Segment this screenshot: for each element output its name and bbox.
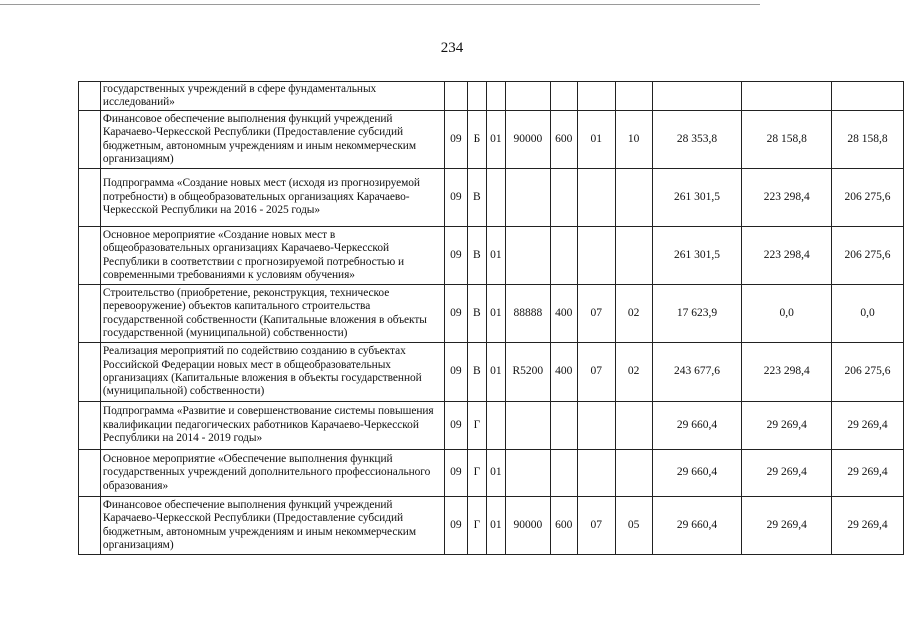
code-event: 01 xyxy=(486,285,505,343)
code-section: 07 xyxy=(577,343,615,402)
code-program: В xyxy=(467,169,486,227)
code-subsection xyxy=(615,450,652,497)
value-year-2: 29 269,4 xyxy=(742,450,832,497)
code-event: 01 xyxy=(486,450,505,497)
blank-cell xyxy=(79,343,101,402)
table-row xyxy=(79,227,904,285)
row-name: государственных учреждений в сфере фундаментальных исследований» xyxy=(100,82,444,111)
code-subsection: 10 xyxy=(615,111,652,169)
code-expense-type xyxy=(550,227,577,285)
code-program: Г xyxy=(467,450,486,497)
code-direction xyxy=(505,169,550,227)
table-row xyxy=(79,497,904,555)
table-row xyxy=(79,450,904,497)
code-expense-type: 400 xyxy=(550,343,577,402)
value-year-1: 29 660,4 xyxy=(652,450,742,497)
blank-cell xyxy=(79,450,101,497)
code-program: Г xyxy=(467,497,486,555)
value-year-3 xyxy=(832,82,904,111)
code-section: 07 xyxy=(577,285,615,343)
blank-cell xyxy=(79,227,101,285)
code-expense-type: 400 xyxy=(550,285,577,343)
row-name: Строительство (приобретение, реконструкция, техническое перевооружение) объектов капитального строительства государственной собственности (Капитальные вложения в объекты государственной (муниципальной) собственности) xyxy=(100,285,444,343)
value-year-3: 206 275,6 xyxy=(832,343,904,402)
row-name: Финансовое обеспечение выполнения функций учреждений Карачаево-Черкесской Республики (Предоставление субсидий бюджетным, автономным учреждениям и иным некоммерческим организациям) xyxy=(100,111,444,169)
code-event: 01 xyxy=(486,343,505,402)
code-section xyxy=(577,450,615,497)
code-section xyxy=(577,82,615,111)
blank-cell xyxy=(79,285,101,343)
table-row xyxy=(79,169,904,227)
row-name: Основное мероприятие «Обеспечение выполнения функций государственных учреждений дополнительного профессионального образования» xyxy=(100,450,444,497)
code-section: 01 xyxy=(577,111,615,169)
budget-table xyxy=(78,81,904,555)
value-year-2: 223 298,4 xyxy=(742,169,832,227)
code-section xyxy=(577,169,615,227)
code-event xyxy=(486,82,505,111)
value-year-3: 0,0 xyxy=(832,285,904,343)
top-rule xyxy=(0,4,760,5)
value-year-2: 29 269,4 xyxy=(742,402,832,450)
value-year-1: 29 660,4 xyxy=(652,402,742,450)
code-program: Г xyxy=(467,402,486,450)
table-row xyxy=(79,82,904,111)
code-expense-type xyxy=(550,450,577,497)
code-direction xyxy=(505,227,550,285)
value-year-1: 243 677,6 xyxy=(652,343,742,402)
value-year-3: 29 269,4 xyxy=(832,402,904,450)
code-gov: 09 xyxy=(444,497,467,555)
code-direction xyxy=(505,450,550,497)
code-subsection xyxy=(615,169,652,227)
code-event: 01 xyxy=(486,227,505,285)
blank-cell xyxy=(79,497,101,555)
row-name: Подпрограмма «Развитие и совершенствование системы повышения квалификации педагогических работников Карачаево-Черкесской Республики на 2014 - 2019 годы» xyxy=(100,402,444,450)
row-name: Основное мероприятие «Создание новых мест в общеобразовательных организациях Карачаево-Черкесской Республики в соответствии с прогнозируемой потребностью и современными требованиями к условиям обучения» xyxy=(100,227,444,285)
code-program: В xyxy=(467,227,486,285)
code-subsection xyxy=(615,82,652,111)
value-year-3: 206 275,6 xyxy=(832,169,904,227)
value-year-2: 28 158,8 xyxy=(742,111,832,169)
code-event xyxy=(486,169,505,227)
code-gov: 09 xyxy=(444,169,467,227)
table-row xyxy=(79,343,904,402)
code-gov: 09 xyxy=(444,227,467,285)
value-year-1: 261 301,5 xyxy=(652,227,742,285)
code-gov: 09 xyxy=(444,450,467,497)
code-subsection: 02 xyxy=(615,285,652,343)
code-direction: 90000 xyxy=(505,111,550,169)
value-year-3: 28 158,8 xyxy=(832,111,904,169)
code-gov xyxy=(444,82,467,111)
value-year-1: 261 301,5 xyxy=(652,169,742,227)
code-subsection xyxy=(615,227,652,285)
blank-cell xyxy=(79,111,101,169)
code-program: В xyxy=(467,343,486,402)
code-direction: 90000 xyxy=(505,497,550,555)
blank-cell xyxy=(79,169,101,227)
code-program: В xyxy=(467,285,486,343)
code-program: Б xyxy=(467,111,486,169)
value-year-1: 17 623,9 xyxy=(652,285,742,343)
value-year-2: 0,0 xyxy=(742,285,832,343)
blank-cell xyxy=(79,402,101,450)
value-year-1: 29 660,4 xyxy=(652,497,742,555)
code-gov: 09 xyxy=(444,285,467,343)
value-year-3: 29 269,4 xyxy=(832,450,904,497)
row-name: Финансовое обеспечение выполнения функций учреждений Карачаево-Черкесской Республики (Предоставление субсидий бюджетным, автономным учреждениям и иным некоммерческим организациям) xyxy=(100,497,444,555)
value-year-2: 29 269,4 xyxy=(742,497,832,555)
code-gov: 09 xyxy=(444,111,467,169)
row-name: Подпрограмма «Создание новых мест (исходя из прогнозируемой потребности) в общеобразовательных организациях Карачаево-Черкесской Республики на 2016 - 2025 годы» xyxy=(100,169,444,227)
value-year-3: 206 275,6 xyxy=(832,227,904,285)
code-subsection xyxy=(615,402,652,450)
table-row xyxy=(79,111,904,169)
code-direction: 88888 xyxy=(505,285,550,343)
code-event: 01 xyxy=(486,497,505,555)
code-expense-type xyxy=(550,82,577,111)
code-direction xyxy=(505,82,550,111)
code-expense-type: 600 xyxy=(550,111,577,169)
code-event xyxy=(486,402,505,450)
code-program xyxy=(467,82,486,111)
value-year-3: 29 269,4 xyxy=(832,497,904,555)
value-year-2: 223 298,4 xyxy=(742,227,832,285)
page-number: 234 xyxy=(440,40,464,56)
code-section: 07 xyxy=(577,497,615,555)
code-section xyxy=(577,227,615,285)
table-row xyxy=(79,285,904,343)
code-subsection: 02 xyxy=(615,343,652,402)
code-direction xyxy=(505,402,550,450)
code-direction: R5200 xyxy=(505,343,550,402)
code-gov: 09 xyxy=(444,402,467,450)
code-subsection: 05 xyxy=(615,497,652,555)
value-year-2: 223 298,4 xyxy=(742,343,832,402)
code-expense-type xyxy=(550,402,577,450)
code-expense-type: 600 xyxy=(550,497,577,555)
code-expense-type xyxy=(550,169,577,227)
table-row xyxy=(79,402,904,450)
value-year-2 xyxy=(742,82,832,111)
blank-cell xyxy=(79,82,101,111)
code-event: 01 xyxy=(486,111,505,169)
row-name: Реализация мероприятий по содействию созданию в субъектах Российской Федерации новых мест в общеобразовательных организациях (Капитальные вложения в объекты государственной (муниципальной) собственности) xyxy=(100,343,444,402)
code-gov: 09 xyxy=(444,343,467,402)
code-section xyxy=(577,402,615,450)
value-year-1: 28 353,8 xyxy=(652,111,742,169)
value-year-1 xyxy=(652,82,742,111)
